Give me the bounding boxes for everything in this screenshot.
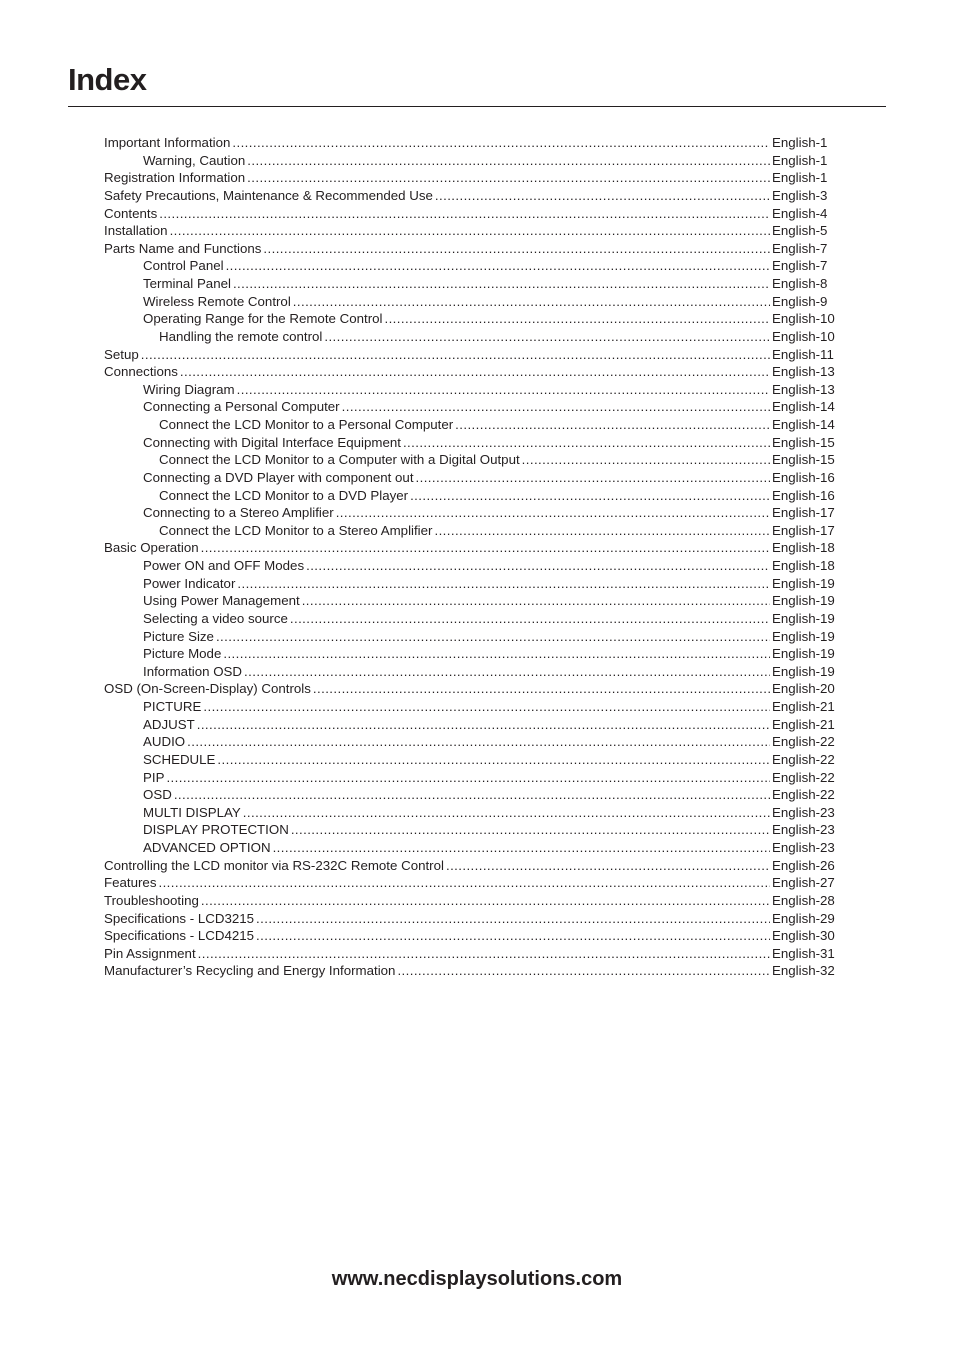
index-entry-page: English-19	[772, 610, 835, 626]
dot-leader	[226, 257, 770, 275]
index-entry-page: English-20	[772, 681, 835, 697]
index-entry-title: Specifications - LCD3215	[104, 910, 255, 926]
dot-leader	[435, 187, 770, 205]
index-entry-title: Power ON and OFF Modes	[143, 558, 305, 573]
index-entry-title: Installation	[104, 223, 168, 239]
index-entry-page: English-21	[772, 716, 835, 732]
index-entry	[104, 680, 841, 698]
index-entry-title: Using Power Management	[143, 593, 300, 609]
index-entry	[104, 539, 841, 557]
index-entry-title: Power Indicator	[143, 575, 236, 591]
index-entry-page: English-22	[772, 751, 835, 767]
index-entry	[104, 910, 841, 928]
dot-leader	[290, 610, 770, 628]
dot-leader	[223, 645, 770, 663]
index-entry-page: English-16	[772, 469, 835, 485]
index-entry-page: English-9	[772, 293, 828, 309]
index-entry	[104, 698, 841, 716]
dot-leader	[216, 628, 770, 646]
index-entry-title: ADJUST	[143, 716, 195, 732]
dot-leader	[187, 733, 770, 751]
index-entry-title: Manufacturer’s Recycling and Energy Information	[104, 963, 396, 979]
dot-leader	[197, 716, 770, 734]
index-entry	[104, 892, 841, 910]
dot-leader	[256, 910, 770, 928]
index-entry	[104, 381, 841, 399]
index-entry	[104, 962, 841, 980]
index-entry-title: Controlling the LCD monitor via RS-232C Remote Control	[104, 857, 444, 873]
index-entry-title: PICTURE	[143, 699, 202, 714]
index-entry	[104, 751, 841, 769]
dot-leader	[247, 169, 770, 187]
index-entry-title: Handling the remote control	[159, 328, 323, 344]
dot-leader	[237, 381, 770, 399]
index-entry-page: English-26	[772, 857, 835, 873]
index-entry-page: English-29	[772, 910, 835, 926]
index-entry	[104, 786, 841, 804]
dot-leader	[342, 398, 770, 416]
dot-leader	[403, 434, 770, 452]
index-entry-page: English-23	[772, 822, 835, 838]
dot-leader	[434, 522, 770, 540]
dot-leader	[291, 821, 770, 839]
index-entry-title: Safety Precautions, Maintenance & Recommended Use	[104, 187, 433, 203]
index-entry	[104, 945, 841, 963]
dot-leader	[233, 275, 770, 293]
index-entry-title: OSD (On-Screen-Display) Controls	[104, 681, 311, 697]
index-entry	[104, 310, 841, 328]
dot-leader	[201, 539, 770, 557]
index-entry	[104, 169, 841, 187]
index-entry-title: Selecting a video source	[143, 610, 288, 626]
dot-leader	[217, 751, 770, 769]
index-entry	[104, 152, 841, 170]
index-entry	[104, 240, 841, 258]
index-entry-page: English-5	[772, 223, 828, 239]
index-entry-title: Connecting a Personal Computer	[143, 399, 340, 415]
index-entry	[104, 328, 841, 346]
index-entry-title: Connections	[104, 364, 178, 380]
dot-leader	[397, 962, 770, 980]
index-entry-page: English-14	[772, 417, 835, 432]
index-entry-page: English-17	[772, 522, 835, 538]
index-entry-page: English-13	[772, 381, 835, 397]
index-entry-page: English-30	[772, 928, 835, 944]
index-entry-title: Connect the LCD Monitor to a Stereo Amplifier	[159, 522, 433, 538]
index-entry	[104, 769, 841, 787]
index-entry-page: English-27	[772, 875, 835, 891]
index-entry	[104, 451, 841, 469]
index-entry-page: English-16	[772, 487, 835, 503]
index-entry-title: Parts Name and Functions	[104, 240, 262, 256]
index-entry-page: English-10	[772, 311, 835, 327]
dot-leader	[522, 451, 770, 469]
index-entry-page: English-10	[772, 328, 835, 344]
dot-leader	[336, 504, 770, 522]
index-entry-page: English-19	[772, 575, 835, 591]
dot-leader	[293, 293, 770, 311]
index-entry-page: English-1	[772, 135, 828, 150]
index-entry-title: Connecting with Digital Interface Equipment	[143, 434, 401, 450]
index-entry	[104, 839, 841, 857]
index-entry-title: OSD	[143, 787, 172, 803]
index-entry-page: English-15	[772, 434, 835, 450]
index-entry-title: Control Panel	[143, 258, 224, 274]
index-entry-page: English-28	[772, 892, 835, 908]
dot-leader	[384, 310, 770, 328]
page-title: Index	[68, 62, 147, 97]
index-entry-page: English-22	[772, 769, 835, 785]
index-entry-title: Warning, Caution	[143, 152, 246, 168]
index-entry-page: English-7	[772, 240, 828, 256]
index-entry-title: AUDIO	[143, 734, 186, 750]
dot-leader	[170, 222, 770, 240]
dot-leader	[166, 769, 770, 787]
index-entry-title: Important Information	[104, 135, 231, 150]
dot-leader	[243, 804, 770, 822]
index-entry-title: Pin Assignment	[104, 945, 196, 961]
index-list	[104, 134, 841, 980]
index-entry-title: ADVANCED OPTION	[143, 840, 271, 855]
index-entry-title: Connecting to a Stereo Amplifier	[143, 505, 334, 521]
index-entry	[104, 927, 841, 945]
index-entry	[104, 663, 841, 681]
index-entry-title: Connect the LCD Monitor to a Computer with a Digital Output	[159, 452, 520, 468]
index-entry-page: English-31	[772, 945, 835, 961]
index-entry-page: English-15	[772, 452, 835, 468]
index-entry-page: English-1	[772, 170, 828, 186]
index-entry-title: Connect the LCD Monitor to a Personal Computer	[159, 417, 454, 432]
index-entry	[104, 275, 841, 293]
index-entry-page: English-1	[772, 152, 828, 168]
index-entry	[104, 874, 841, 892]
index-entry-title: Information OSD	[143, 663, 243, 679]
index-entry-page: English-3	[772, 187, 828, 203]
dot-leader	[416, 469, 770, 487]
index-entry	[104, 645, 841, 663]
index-entry	[104, 257, 841, 275]
index-entry-page: English-32	[772, 963, 835, 979]
index-entry	[104, 487, 841, 505]
dot-leader	[203, 698, 770, 716]
index-entry	[104, 363, 841, 381]
index-entry-page: English-23	[772, 804, 835, 820]
dot-leader	[232, 134, 770, 152]
footer-url: www.necdisplaysolutions.com	[331, 1268, 623, 1290]
dot-leader	[174, 786, 770, 804]
index-entry-page: English-19	[772, 646, 835, 662]
index-entry	[104, 628, 841, 646]
index-entry-title: Setup	[104, 346, 139, 362]
index-entry-title: Wiring Diagram	[143, 381, 235, 397]
index-entry	[104, 346, 841, 364]
index-entry	[104, 434, 841, 452]
dot-leader	[244, 663, 770, 681]
dot-leader	[446, 857, 770, 875]
dot-leader	[180, 363, 770, 381]
index-entry-page: English-4	[772, 205, 828, 221]
index-entry-title: Picture Size	[143, 628, 214, 644]
dot-leader	[256, 927, 770, 945]
index-entry-title: Specifications - LCD4215	[104, 928, 255, 944]
index-entry-page: English-18	[772, 540, 835, 556]
index-entry-title: Troubleshooting	[104, 892, 199, 908]
dot-leader	[313, 680, 770, 698]
title-divider	[68, 106, 886, 107]
index-entry-page: English-19	[772, 628, 835, 644]
index-entry-page: English-13	[772, 364, 835, 380]
index-entry-title: Picture Mode	[143, 646, 222, 662]
index-entry	[104, 522, 841, 540]
index-entry-page: English-22	[772, 734, 835, 750]
index-entry-page: English-23	[772, 840, 835, 855]
index-entry-title: SCHEDULE	[143, 751, 216, 767]
index-entry-page: English-21	[772, 699, 835, 714]
index-entry-title: Registration Information	[104, 170, 246, 186]
dot-leader	[158, 874, 770, 892]
index-entry	[104, 804, 841, 822]
index-entry	[104, 610, 841, 628]
index-entry	[104, 187, 841, 205]
index-entry	[104, 205, 841, 223]
index-entry-title: Basic Operation	[104, 540, 199, 556]
index-entry-title: PIP	[143, 769, 165, 785]
dot-leader	[159, 205, 770, 223]
dot-leader	[247, 152, 770, 170]
index-entry-page: English-17	[772, 505, 835, 521]
index-entry-page: English-7	[772, 258, 828, 274]
index-entry-page: English-19	[772, 663, 835, 679]
index-entry	[104, 592, 841, 610]
index-entry-title: Wireless Remote Control	[143, 293, 291, 309]
index-entry-title: Operating Range for the Remote Control	[143, 311, 383, 327]
index-entry	[104, 469, 841, 487]
dot-leader	[324, 328, 770, 346]
index-entry	[104, 416, 841, 434]
index-entry	[104, 557, 841, 575]
dot-leader	[201, 892, 770, 910]
index-entry	[104, 857, 841, 875]
index-entry-title: Features	[104, 875, 157, 891]
index-entry-page: English-11	[772, 346, 834, 362]
dot-leader	[237, 575, 770, 593]
dot-leader	[141, 346, 770, 364]
dot-leader	[306, 557, 770, 575]
index-entry-title: DISPLAY PROTECTION	[143, 822, 289, 838]
dot-leader	[302, 592, 770, 610]
dot-leader	[263, 240, 770, 258]
index-entry	[104, 733, 841, 751]
index-entry-title: Terminal Panel	[143, 276, 231, 291]
index-entry-page: English-8	[772, 276, 828, 291]
dot-leader	[198, 945, 770, 963]
index-entry	[104, 716, 841, 734]
index-entry-page: English-18	[772, 558, 835, 573]
index-entry	[104, 821, 841, 839]
index-entry	[104, 134, 841, 152]
index-entry-title: MULTI DISPLAY	[143, 804, 241, 820]
index-entry-title: Connect the LCD Monitor to a DVD Player	[159, 487, 409, 503]
dot-leader	[273, 839, 770, 857]
dot-leader	[410, 487, 770, 505]
index-entry-page: English-22	[772, 787, 835, 803]
index-entry	[104, 222, 841, 240]
index-entry-page: English-14	[772, 399, 835, 415]
index-entry	[104, 293, 841, 311]
index-entry	[104, 398, 841, 416]
index-entry-page: English-19	[772, 593, 835, 609]
index-entry-title: Connecting a DVD Player with component out	[143, 469, 414, 485]
index-entry	[104, 504, 841, 522]
index-entry-title: Contents	[104, 205, 158, 221]
dot-leader	[455, 416, 770, 434]
index-entry	[104, 575, 841, 593]
